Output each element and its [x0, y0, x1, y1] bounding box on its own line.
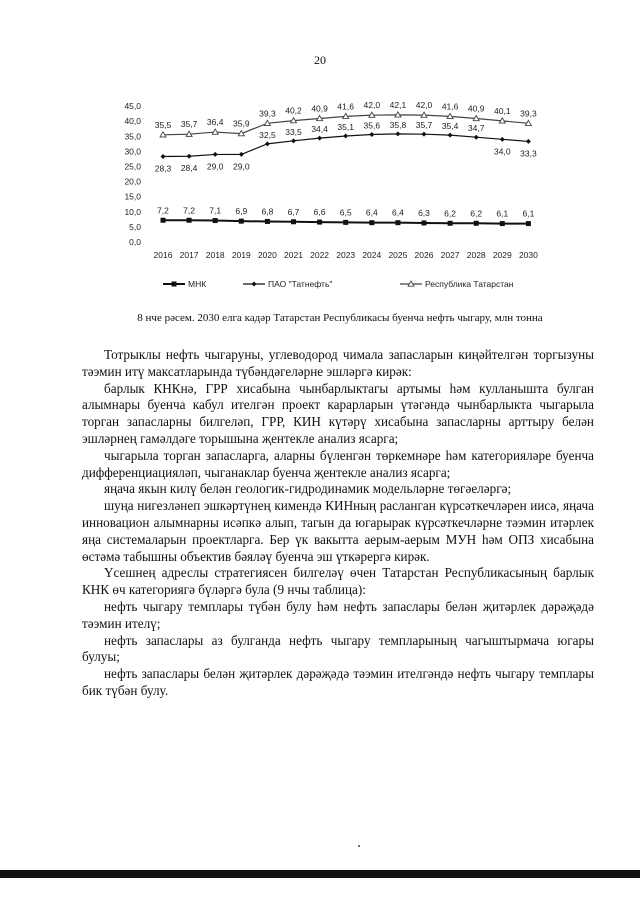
data-point-marker [422, 132, 427, 137]
x-tick-label: 2020 [257, 250, 277, 260]
paragraph: чыгарыла торган запасларга, аларны бүленгән төркемнәре һәм категорияләре буенча дифференциацияләп, чыганаклар буенча җентекле анализ ясарга; [82, 447, 594, 480]
y-tick-label: 20,0 [124, 176, 141, 187]
data-point-marker [239, 152, 244, 157]
data-label: 35,9 [233, 118, 250, 129]
data-label: 6,9 [235, 206, 248, 217]
data-label: 34,0 [494, 146, 511, 157]
x-tick-label: 2028 [466, 250, 486, 260]
data-label: 36,4 [206, 117, 224, 128]
data-label: 6,2 [470, 208, 483, 219]
data-label: 33,5 [285, 126, 302, 137]
scan-speck [358, 845, 360, 847]
data-point-marker [343, 133, 348, 138]
oil-production-chart [105, 95, 565, 295]
data-label: 6,4 [391, 207, 404, 218]
x-tick-label: 2019 [231, 250, 251, 260]
data-label: 40,9 [311, 103, 328, 114]
data-label: 6,1 [496, 208, 509, 219]
paragraph: яңача якын килү белән геологик-гидродинамик модельләрне төгәеләргә; [104, 481, 512, 497]
data-point-marker [291, 219, 296, 224]
paragraph: шуңа нигезләнеп эшкәртүнең кимендә КИНның расланган күрсәткечләрен иисә, яңача инновацион алымнарны исәпкә алып, тагын да югарырак күрсәткечләрне тәэмин итәрлек яңа системаларын проектларга. Бер үк вакытта аерым-аерым МУН һәм ОПЗ хисабына өстәмә табышны объектив бәяләү буенча эш үткәрергә кирәк. [82, 498, 594, 564]
y-tick-label: 30,0 [124, 146, 141, 157]
data-label: 6,5 [339, 207, 352, 218]
data-point-marker [291, 138, 296, 143]
data-point-marker [500, 137, 505, 142]
figure-caption: 8 нче рәсем. 2030 елга кадәр Татарстан Республикасы буенча нефть чыгару, млн тонна [137, 312, 543, 324]
x-tick-label: 2016 [153, 250, 173, 260]
data-label: 35,8 [389, 119, 407, 130]
x-tick-label: 2027 [440, 250, 460, 260]
data-point-marker [161, 154, 166, 159]
data-label: 35,4 [441, 121, 459, 132]
data-label: 41,6 [337, 101, 354, 112]
data-label: 32,5 [259, 129, 276, 140]
paragraph: Тотрыклы нефть чыгаруны, углеводород чимала запасларын киңәйтелгән торгызуны тәэмин итү максатларында түбәндәгеләрне эшләргә кирәк: [82, 347, 594, 379]
page-number: 20 [314, 53, 326, 67]
legend-label: МНК [188, 279, 207, 289]
bottom-scan-border [0, 870, 640, 878]
data-point-marker [448, 133, 453, 138]
data-label: 35,5 [154, 119, 172, 130]
y-tick-label: 35,0 [124, 131, 141, 142]
paragraph: нефть запаслары аз булганда нефть чыгару темпларының чагыштырмача югары булуы; [82, 632, 594, 665]
paragraph: Үсешнең адреслы стратегиясен билгеләү өчен Татарстан Республикасының барлык КНК өч категориягә бүләргә була (9 нчы таблица): [82, 565, 594, 598]
data-label: 34,4 [311, 124, 328, 135]
data-label: 35,6 [363, 120, 381, 131]
y-tick-label: 15,0 [124, 191, 141, 202]
data-label: 6,2 [444, 208, 457, 219]
x-tick-label: 2021 [284, 250, 303, 260]
data-label: 40,1 [494, 105, 511, 116]
data-label: 35,1 [337, 121, 354, 132]
data-point-marker [317, 220, 322, 225]
paragraph: нефть чыгару темплары түбән булу һәм нефть запаслары белән җитәрлек дәрәҗәдә тәэмин ителү; [82, 598, 594, 631]
x-tick-label: 2029 [492, 250, 512, 260]
legend-label: Республика Татарстан [425, 279, 514, 289]
data-label: 42,1 [389, 99, 407, 110]
data-label: 40,9 [467, 103, 485, 114]
data-point-marker [187, 154, 192, 159]
y-tick-label: 40,0 [124, 116, 141, 127]
data-point-marker [265, 141, 270, 146]
data-point-marker [161, 218, 166, 223]
paragraph: барлык КНКнә, ГРР хисабына чынбарлыктагы артымы һәм кулланышта булган алымнары буенча кабул ителгән проект карарларын үтәгәндә чынбарлыкта чыгарыла торган запасларны билгеләп, ГРР, КИН күтәрү хисабына запасларны арттыру белән эшләрнең гамәлдәге торышына җентекле анализ ясарга; [82, 380, 594, 446]
data-label: 35,7 [415, 120, 433, 131]
legend-label: ПАО "Татнефть" [268, 279, 333, 289]
data-point-marker [500, 221, 505, 226]
data-label: 7,2 [183, 205, 196, 216]
body-text [82, 347, 594, 700]
paragraph: нефть запаслары белән җитәрлек дәрәҗәдә тәэмин ителгәндә нефть чыгару темплары бик түбән булу. [82, 666, 594, 698]
data-label: 6,4 [365, 207, 378, 218]
data-label: 28,3 [154, 163, 172, 174]
data-point-marker [395, 131, 400, 136]
y-tick-label: 0,0 [129, 237, 141, 247]
data-point-marker [317, 136, 322, 141]
y-tick-label: 45,0 [124, 101, 141, 112]
data-label: 7,2 [157, 205, 169, 216]
x-tick-label: 2025 [388, 250, 408, 260]
data-point-marker [265, 219, 270, 224]
x-tick-label: 2017 [179, 250, 199, 260]
x-tick-label: 2030 [518, 250, 538, 260]
x-tick-label: 2026 [414, 250, 434, 260]
data-point-marker [474, 135, 479, 140]
data-label: 39,3 [520, 108, 537, 119]
data-point-marker [395, 220, 400, 225]
data-label: 34,7 [467, 123, 485, 134]
data-label: 39,3 [259, 108, 276, 119]
data-point-marker [213, 218, 218, 223]
data-point-marker [343, 220, 348, 225]
data-point-marker [448, 221, 453, 226]
data-point-marker [187, 218, 192, 223]
data-label: 6,6 [313, 207, 326, 218]
data-label: 6,8 [261, 206, 274, 217]
data-point-marker [526, 221, 531, 226]
data-label: 7,1 [209, 205, 222, 216]
legend-marker [252, 282, 257, 287]
data-label: 28,4 [180, 163, 198, 174]
y-tick-label: 25,0 [124, 161, 141, 172]
data-label: 6,7 [287, 206, 300, 217]
data-label: 42,0 [363, 100, 381, 111]
data-point-marker [213, 152, 218, 157]
x-tick-label: 2022 [310, 250, 330, 260]
x-tick-label: 2023 [336, 250, 356, 260]
y-tick-label: 10,0 [124, 206, 141, 217]
data-label: 42,0 [415, 100, 433, 111]
data-label: 29,0 [233, 161, 250, 172]
data-point-marker [369, 220, 374, 225]
data-label: 6,3 [418, 207, 430, 218]
data-label: 6,1 [522, 208, 535, 219]
data-point-marker [422, 220, 427, 225]
data-point-marker [526, 139, 531, 144]
data-label: 33,3 [520, 148, 537, 159]
data-label: 29,0 [206, 161, 224, 172]
legend-marker [172, 282, 177, 287]
y-tick-label: 5,0 [129, 221, 141, 232]
data-point-marker [474, 221, 479, 226]
data-point-marker [239, 219, 244, 224]
x-tick-label: 2018 [205, 250, 225, 260]
data-label: 41,6 [441, 101, 459, 112]
data-label: 35,7 [180, 119, 198, 130]
data-point-marker [369, 132, 374, 137]
data-label: 40,2 [285, 105, 302, 116]
x-tick-label: 2024 [362, 250, 382, 260]
